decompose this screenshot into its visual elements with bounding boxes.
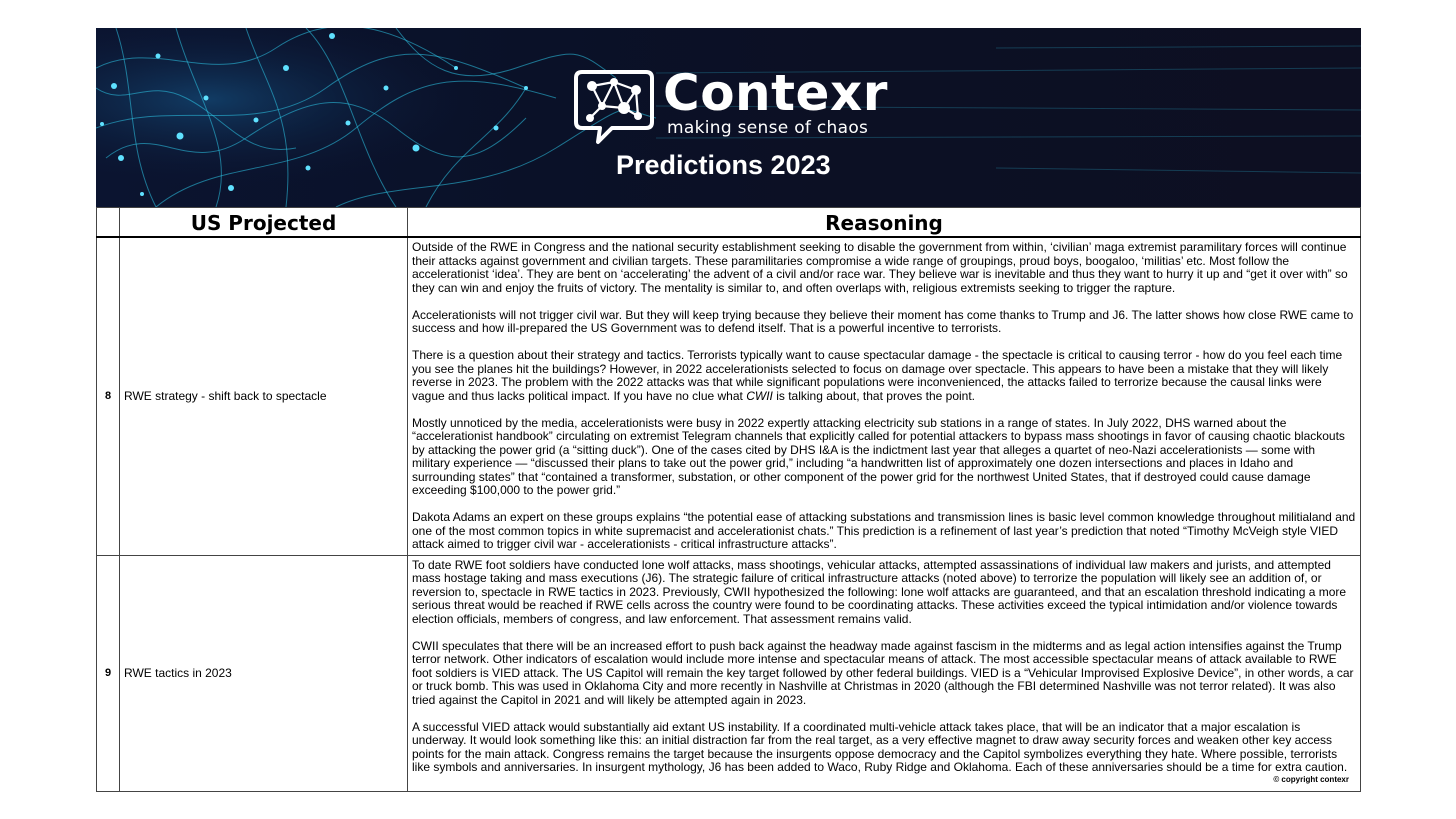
page-title: Predictions 2023 <box>616 150 831 180</box>
reasoning-paragraph: To date RWE foot soldiers have conducted lone wolf attacks, mass shootings, vehicular attacks, attempted assassinations of individual law makers and jurists, and attempted mass hostage taking and mass executions (J6). The strategic failure of critical infrastructure attacks (noted above) to terrorize the population will likely see an addition of, or reversion to, spectacle in RWE tactics in 2023. Previously, CWII hypothesized the following: lone wolf attacks are guaranteed, and that an escalation threshold indicating a more serious threat would be reached if RWE cells across the country were found to be coordinating attacks. These activities exceed the typical intimidation and/or violence towards election officials, members of congress, and law enforcement. That assessment remains valid. <box>412 557 1347 626</box>
row-reasoning <box>408 237 1361 555</box>
row-topic: RWE tactics in 2023 <box>120 555 408 792</box>
row-number: 9 <box>97 555 120 792</box>
reasoning-paragraph: Accelerationists will not trigger civil war. But they will keep trying because they believe their moment has come thanks to Trump and J6. The latter shows how close RWE came to success and how ill-prepared the US Government was to defend itself. That is a powerful incentive to terrorists. <box>412 307 1354 335</box>
us-projected-column-header: US Projected <box>120 208 408 238</box>
table-row <box>97 555 1361 792</box>
row-number: 8 <box>97 237 120 555</box>
reasoning-paragraph: Dakota Adams an expert on these groups explains “the potential ease of attacking substations and transmission lines is basic level common knowledge throughout militialand and one of the most common topics in white supremacist and accelerationist chats.” This prediction is a refinement of last year’s prediction that noted “Timothy McVeigh style VIED attack aimed to trigger civil war - accelerationists - critical infrastructure attacks”. <box>412 510 1356 551</box>
brand-name: Contexr <box>663 64 888 122</box>
reasoning-paragraph: Outside of the RWE in Congress and the national security establishment seeking to disable the government from within, ‘civilian’ maga extremist paramilitary forces will continue their attacks against government and civilian targets. These paramilitaries compromise a wide range of groupings, proud boys, boogaloo, ‘militias’ etc. Most follow the accelerationist ‘idea’. They are bent on ‘accelerating’ the advent of a civil and/or race war. They believe war is inevitable and thus they want to hurry it up and “get it over with” so they can win and enjoy the fruits of victory. The mentality is similar to, and often overlaps with, religious extremists seeking to trigger the rapture. <box>412 240 1348 295</box>
paragraph-text: There is a question about their strategy and tactics. Terrorists typically want to cause spectacular damage - the spectacle is critical to causing terror - how do you feel each time you see the planes hit the buildings? However, in 2022 accelerationists selected to focus on damage over spectacle. This appears to have been a mistake that they will likely reverse in 2023. The problem with the 2022 attacks was that while significant populations were inconvenienced, the attacks failed to terrorize because the causal links were vague and thus lacks political impact. If you have no clue what <box>412 348 1343 403</box>
predictions-sheet <box>96 28 1361 792</box>
reasoning-paragraph: Mostly unnoticed by the media, accelerationists were busy in 2022 expertly attacking electricity sub stations in a range of states. In July 2022, DHS warned about the “accelerationist handbook” circulating on extremist Telegram channels that explicitly called for potential attackers to bypass mass shootings in favor of causing chaotic blackouts by attacking the power grid (a “sitting duck”). One of the cases cited by DHS I&A is the indictment last year that alleges a quartet of neo-Nazi accelerationists — some with military experience — “discussed their plans to take out the power grid,” including “a handwritten list of approximately one dozen intersections and places in Idaho and surrounding states” that “contained a transformer, substation, or other component of the power grid for the northwest United States, that if destroyed could cause damage exceeding $100,000 to the power grid.” <box>412 415 1345 497</box>
reasoning-column-header: Reasoning <box>408 208 1361 238</box>
number-column-header <box>97 208 120 238</box>
reasoning-paragraph: CWII speculates that there will be an increased effort to push back against the headway made against fascism in the midterms and as legal action intensifies against the Trump terror network. Other indicators of escalation would include more intense and spectacular means of attack. The most accessible spectacular means of attack available to RWE foot soldiers is VIED attack. The US Capitol will remain the key target followed by other federal buildings. VIED is a “Vehicular Improvised Explosive Device”, in other words, a car or truck bomb. This was used in Oklahoma City and more recently in Nashville at Christmas in 2020 (although the FBI determined Nashville was not terror related). It was also tried against the Capitol in 2021 and will likely be attempted again in 2023. <box>412 638 1354 707</box>
paragraph-text: is talking about, that proves the point. <box>772 388 975 403</box>
brand-tagline: making sense of chaos <box>667 118 869 138</box>
copyright-notice: © copyright contexr <box>1273 774 1349 784</box>
italic-term: CWII <box>746 388 773 403</box>
reasoning-paragraph <box>412 349 1356 403</box>
header-banner <box>96 28 1361 207</box>
table-row <box>97 237 1361 555</box>
table-header-row <box>97 208 1361 238</box>
row-reasoning <box>408 555 1361 792</box>
reasoning-paragraph: A successful VIED attack would substantially aid extant US instability. If a coordinated multi-vehicle attack takes place, that will be an indicator that a major escalation is underway. It would look something like this: an initial distraction far from the real target, as a very effective magnet to draw away security forces and weaken other key access points for the main attack. Congress remains the target because the insurgents oppose democracy and the Capitol symbolizes everything they hate. Where possible, terrorists like symbols and anniversaries. In insurgent mythology, J6 has been added to Waco, Ruby Ridge and Oklahoma. Each of these anniversaries should be a time for extra caution. <box>412 719 1348 774</box>
network-speech-bubble-icon <box>572 66 656 150</box>
row-topic: RWE strategy - shift back to spectacle <box>120 237 408 555</box>
predictions-table <box>96 207 1361 792</box>
